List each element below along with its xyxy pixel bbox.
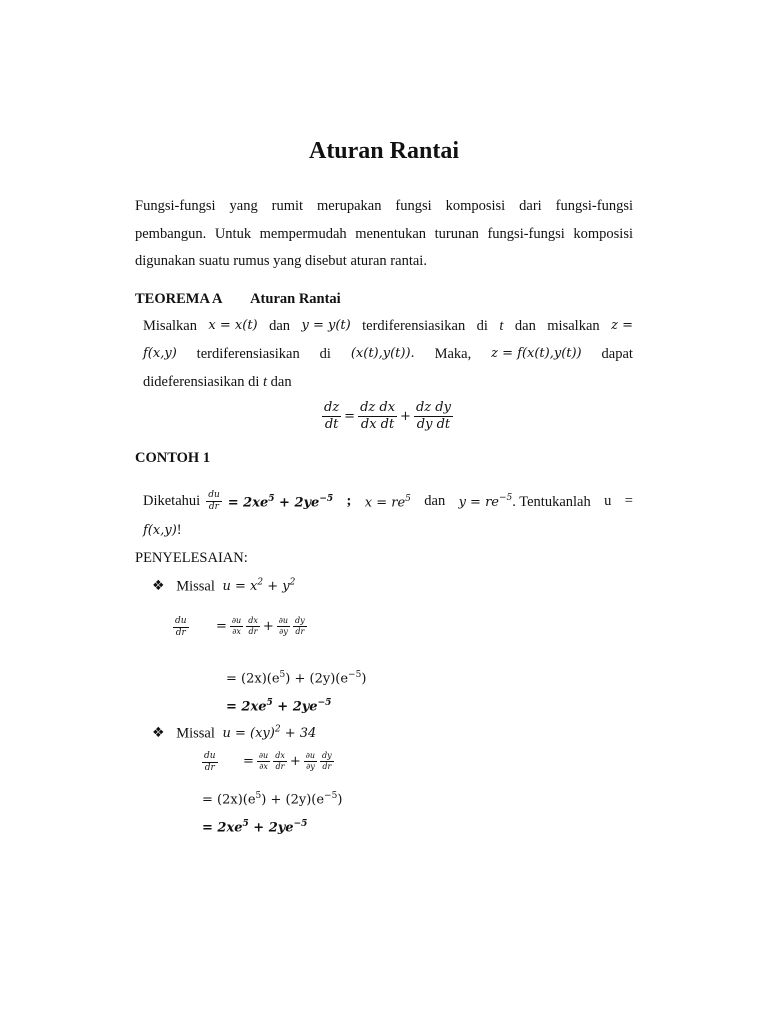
intro-line-2: pembangun. Untuk mempermudah menentukan turunan fungsi-fungsi komposisi [135, 226, 633, 242]
equals-sign: = [344, 408, 356, 424]
theorem-line-2 [143, 346, 633, 363]
theorem-label: TEOREMA A [135, 291, 222, 307]
theorem-math: x = x(t) [208, 318, 258, 333]
case-1-step-2: = $2xe^5 + 2ye^{-5}$ [226, 698, 332, 715]
given-x: $x = re^5$ [364, 493, 411, 511]
theorem-name: Aturan Rantai [250, 291, 341, 307]
theorem-math: (x(t),y(t)). [350, 346, 415, 361]
given-derivative: = $2xe^5 + 2ye^{-5}$ [227, 493, 334, 511]
theorem-line-1 [143, 318, 633, 335]
solution-label: PENYELESAIAN: [135, 550, 248, 566]
case-1-derivative-lhs [173, 617, 189, 639]
case-2-heading: ❖ Missal u = (xy)$^2$ + 34 [152, 725, 317, 742]
fraction: $\frac{\partial u}{\partial x}$ [258, 751, 269, 772]
case-1-heading: ❖ Missal $u = x^2 + y^2$ [152, 578, 296, 595]
fraction: $\frac{dz}{dt}$ [324, 400, 340, 432]
theorem-text: dan [514, 318, 536, 334]
case-1-step-1: = $(2x)(e^5) + (2y)(e^{-5})$ [226, 670, 367, 687]
fraction: $\frac{du}{dr}$ [204, 751, 216, 774]
equals-sign: = [624, 493, 633, 510]
theorem-math: z = [611, 318, 633, 333]
example-line-2: f(x,y)! [143, 522, 182, 538]
fraction: $\frac{du}{dr}$ [175, 616, 187, 639]
theorem-text: terdiferensiasikan [362, 318, 466, 334]
fraction: $\frac{\partial u}{\partial x}$ [231, 616, 242, 637]
theorem-text: misalkan [547, 318, 600, 334]
fraction: $\frac{\text{dz dx}}{\text{dx dt}}$ [360, 400, 396, 432]
theorem-text: Maka, [434, 346, 472, 362]
intro-line-3: digunakan suatu rumus yang disebut aturan rantai. [135, 253, 427, 269]
theorem-math: z = f(x(t),y(t)) [491, 346, 582, 361]
case-2-derivative-lhs [202, 752, 218, 774]
case-1-expression: $u = x^2 + y^2$ [222, 578, 296, 595]
theorem-text: terdiferensiasikan [196, 346, 300, 362]
theorem-math: f(x,y) [143, 346, 177, 361]
case-2-derivative-rhs: = $\frac{\partial u}{\partial x}$ $\frac{dx}{dr}$ + $\frac{\partial u}{\partial y}$ $\frac{dy}{dr}$ [243, 751, 332, 772]
case-1-derivative-rhs: = $\frac{\partial u}{\partial x}$ $\frac{dx}{dr}$ + $\frac{\partial u}{\partial y}$ $\frac{dy}{dr}$ [216, 616, 305, 637]
example-text: Diketahui [143, 493, 201, 510]
fraction: $\frac{dy}{dr}$ [295, 616, 305, 637]
theorem-text: Misalkan [143, 318, 197, 334]
example-given [143, 491, 333, 513]
example-line-1 [143, 491, 633, 513]
page-title: Aturan Rantai [308, 138, 459, 164]
example-math: f(x,y) [143, 523, 177, 538]
intro-line-1: Fungsi-fungsi yang rumit merupakan fungsi komposisi dari fungsi-fungsi [135, 198, 633, 214]
theorem-text: di [319, 346, 331, 362]
fraction: $\frac{\text{dz dy}}{\text{dy dt}}$ [415, 400, 451, 432]
fraction: $\frac{dy}{dr}$ [322, 751, 332, 772]
theorem-text: di [476, 318, 488, 334]
given-y: $y = re^{-5}$. Tentukanlah [458, 493, 591, 510]
case-2-step-2: = $2xe^5 + 2ye^{-5}$ [202, 819, 308, 836]
theorem-math: y = y(t) [301, 318, 351, 333]
theorem-line-3 [143, 374, 292, 391]
fraction: $\frac{dx}{dr}$ [275, 751, 285, 772]
fraction: $\frac{du}{dr}$ [208, 490, 220, 513]
theorem-text: dan [269, 318, 291, 334]
separator: ; [346, 493, 352, 510]
fraction: $\frac{\partial u}{\partial y}$ [278, 616, 289, 637]
case-2-step-1: = $(2x)(e^5) + (2y)(e^{-5})$ [202, 791, 343, 808]
diamond-bullet-icon: ❖ [152, 578, 165, 595]
example-text: u [604, 493, 612, 510]
plus-sign: + [400, 408, 411, 424]
theorem-text: dan [270, 374, 292, 390]
fraction: $\frac{dx}{dr}$ [248, 616, 258, 637]
fraction: $\frac{\partial u}{\partial y}$ [305, 751, 316, 772]
theorem-text: dapat [601, 346, 633, 362]
theorem-text: dideferensiasikan di [143, 374, 260, 390]
example-label: CONTOH 1 [135, 450, 211, 466]
diamond-bullet-icon: ❖ [152, 725, 165, 742]
theorem-header [135, 291, 341, 308]
example-text: dan [424, 493, 446, 510]
theorem-math: t [263, 374, 268, 390]
case-2-expression: u = (xy)$^2$ + 34 [222, 725, 317, 742]
chain-rule-formula [322, 401, 453, 431]
theorem-math: t [499, 318, 504, 334]
